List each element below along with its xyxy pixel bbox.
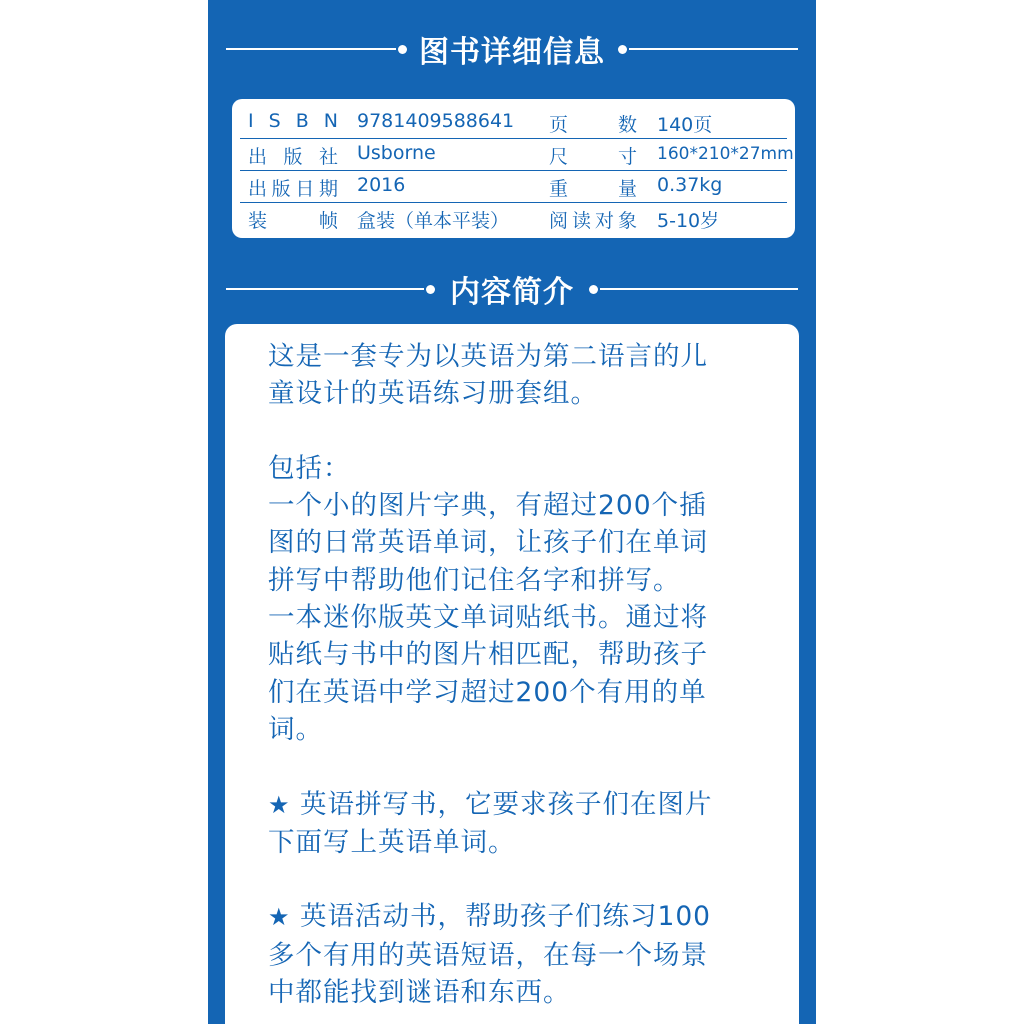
star-icon: ★ bbox=[268, 790, 291, 819]
item3-text: 英语拼写书，它要求孩子们在图片 bbox=[299, 788, 713, 820]
info-row-binding bbox=[240, 203, 787, 234]
pages-label: 页 数 bbox=[549, 114, 637, 136]
divider-line-left bbox=[226, 48, 396, 50]
book-info-card bbox=[232, 99, 795, 238]
info-row-date bbox=[240, 171, 787, 203]
section-title-details: 图书详细信息 bbox=[419, 35, 605, 70]
section-title-summary: 内容简介 bbox=[450, 275, 574, 310]
audience-label: 阅 读 对 象 bbox=[549, 210, 637, 232]
weight-value: 0.37kg bbox=[657, 174, 723, 196]
binding-value: 盒装（单本平装） bbox=[357, 210, 510, 232]
item4-text: 英语活动书，帮助孩子们练习100 bbox=[299, 901, 712, 933]
size-label: 尺 寸 bbox=[549, 146, 637, 168]
divider-dot-right bbox=[618, 45, 627, 54]
divider-line-right bbox=[600, 288, 798, 290]
pages-value: 140页 bbox=[657, 114, 713, 136]
item2-line: 贴纸与书中的图片相匹配，帮助孩子 bbox=[268, 639, 708, 671]
publisher-label: 出 版 社 bbox=[248, 146, 338, 168]
info-row-isbn bbox=[240, 107, 787, 139]
isbn-value: 9781409588641 bbox=[357, 110, 515, 132]
summary-text bbox=[268, 338, 768, 1011]
item4-line: 多个有用的英语短语，在每一个场景 bbox=[268, 939, 708, 971]
publish-date-label: 出 版 日 期 bbox=[248, 178, 338, 200]
audience-value: 5-10岁 bbox=[657, 210, 720, 232]
item1-line: 图的日常英语单词，让孩子们在单词 bbox=[268, 527, 708, 559]
binding-label: 装 帧 bbox=[248, 210, 338, 232]
divider-dot-left bbox=[398, 45, 407, 54]
book-info-table bbox=[240, 107, 794, 232]
star-icon: ★ bbox=[268, 903, 291, 932]
item4-line: 中都能找到谜语和东西。 bbox=[268, 977, 571, 1009]
item1-line: 拼写中帮助他们记住名字和拼写。 bbox=[268, 564, 681, 596]
divider-dot-left bbox=[426, 285, 435, 294]
item3-line: 下面写上英语单词。 bbox=[268, 826, 516, 858]
item2-line: 一本迷你版英文单词贴纸书。通过将 bbox=[268, 602, 708, 634]
book-detail-panel bbox=[208, 0, 816, 1024]
summary-card bbox=[225, 324, 799, 1024]
weight-label: 重 量 bbox=[549, 178, 637, 200]
size-value: 160*210*27mm bbox=[657, 144, 794, 164]
item2-line: 们在英语中学习超过200个有用的单 bbox=[268, 676, 707, 708]
publish-date-value: 2016 bbox=[357, 174, 406, 196]
divider-dot-right bbox=[589, 285, 598, 294]
info-row-publisher bbox=[240, 139, 794, 171]
intro-line: 这是一套专为以英语为第二语言的儿 bbox=[268, 341, 708, 372]
section-header-summary bbox=[208, 259, 816, 319]
item3-line bbox=[268, 786, 768, 824]
publisher-value: Usborne bbox=[357, 142, 436, 164]
divider-line-left bbox=[226, 288, 424, 290]
section-header-details bbox=[208, 19, 816, 79]
isbn-label: I S B N bbox=[248, 110, 338, 132]
includes-label: 包括： bbox=[268, 452, 351, 484]
divider-line-right bbox=[629, 48, 798, 50]
item2-line: 词。 bbox=[268, 713, 323, 745]
intro-line: 童设计的英语练习册套组。 bbox=[268, 378, 598, 410]
item1-line: 一个小的图片字典，有超过200个插 bbox=[268, 490, 707, 522]
item4-line bbox=[268, 898, 768, 936]
